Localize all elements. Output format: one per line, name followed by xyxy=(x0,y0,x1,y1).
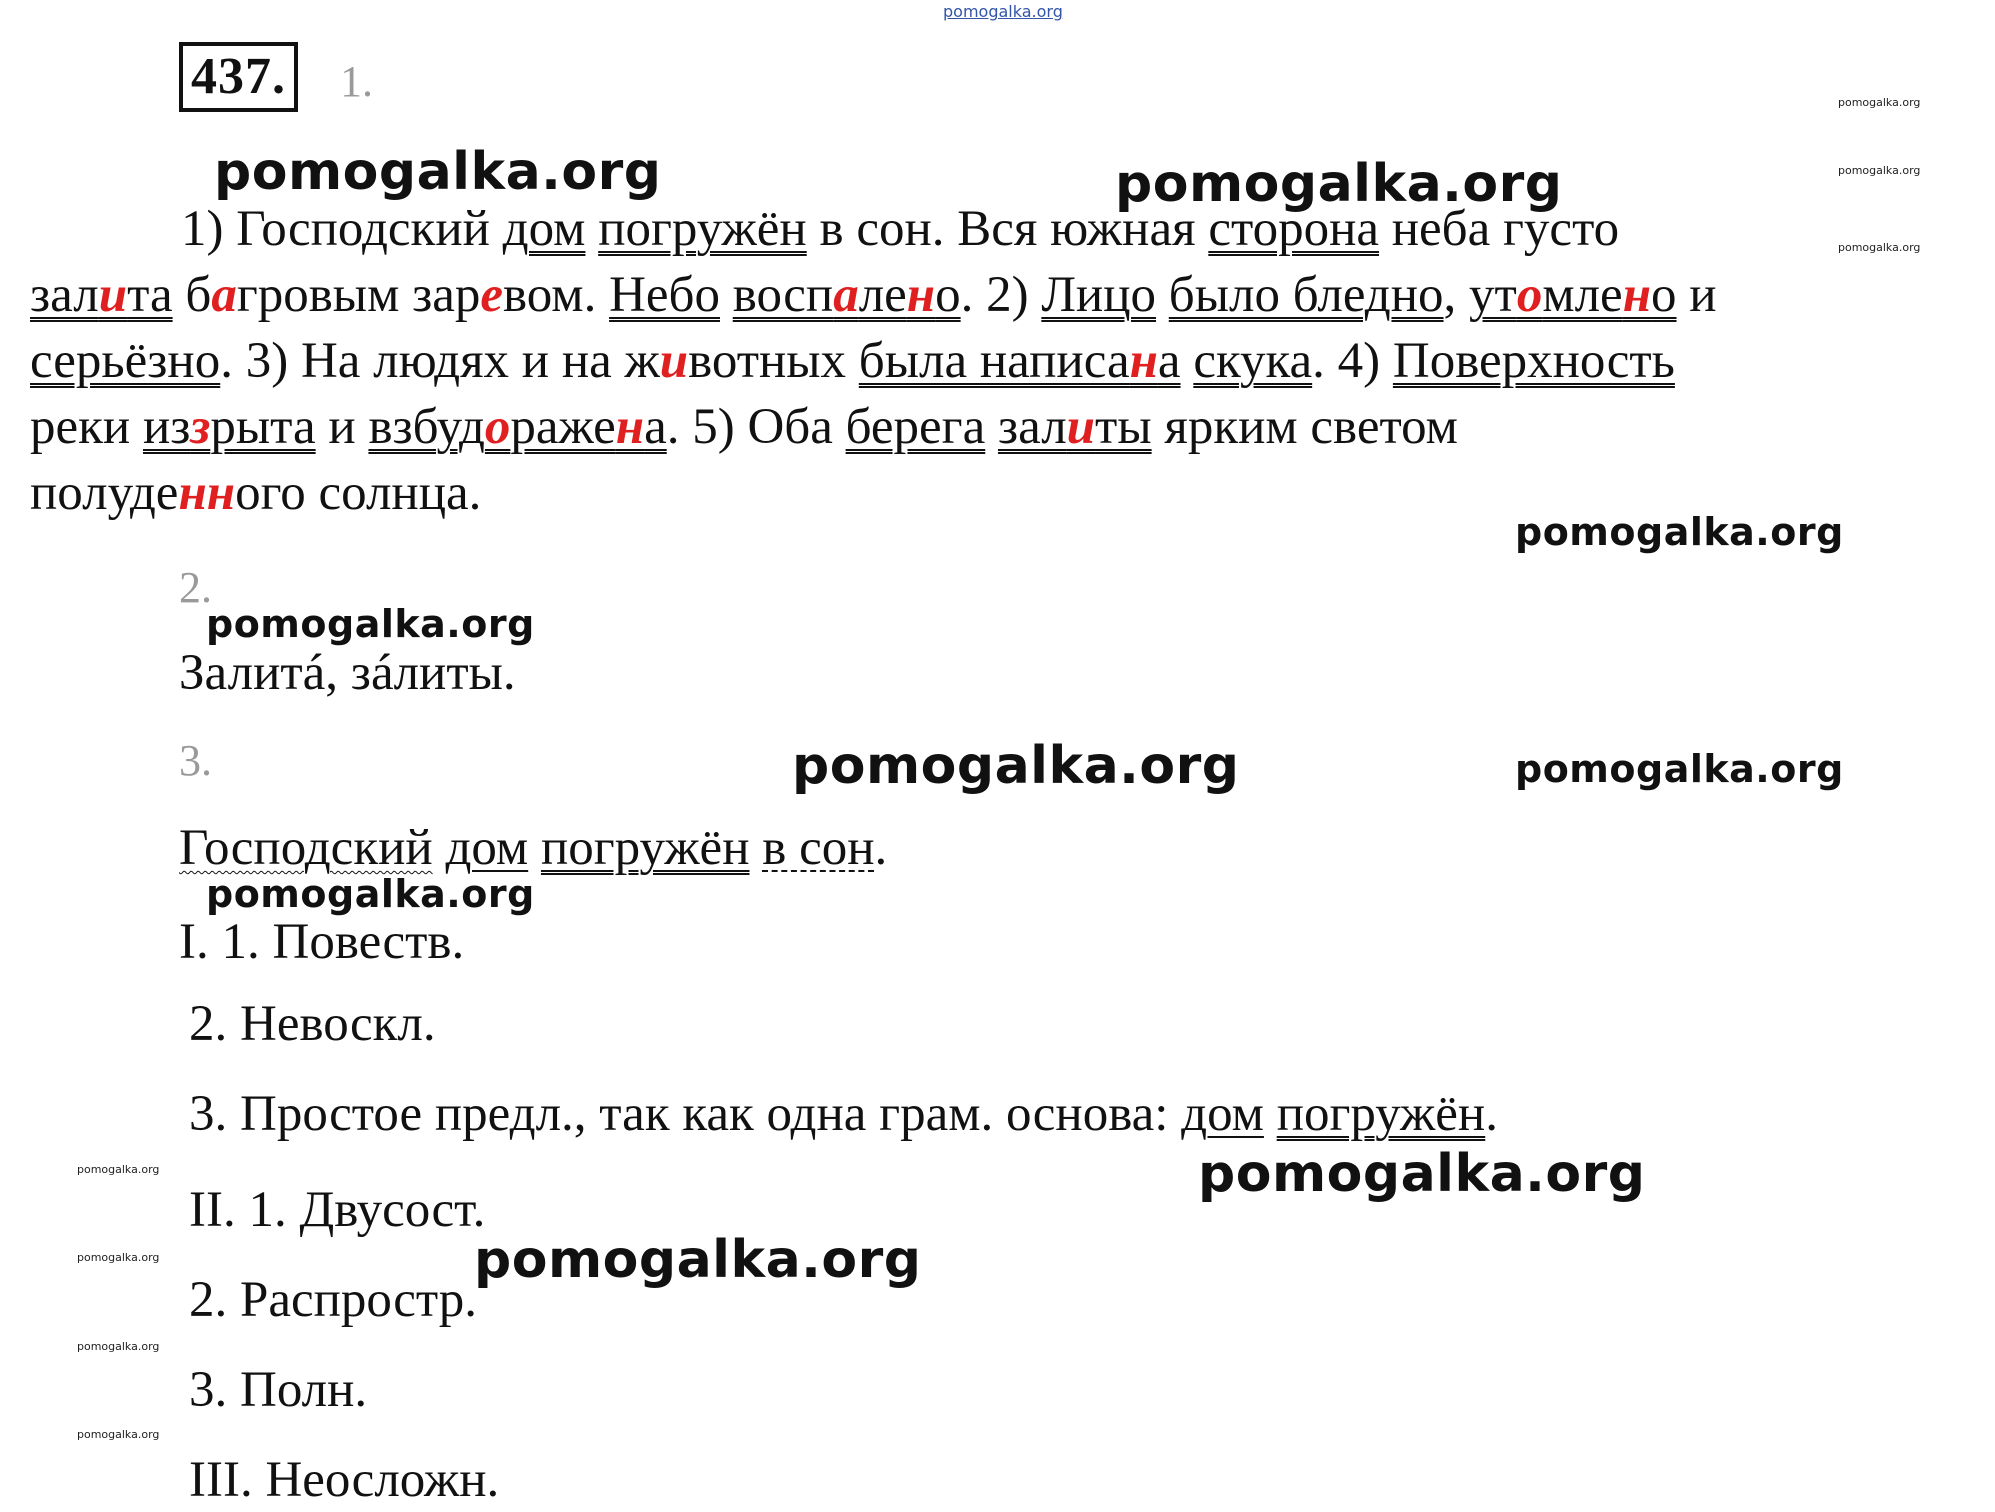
text: о xyxy=(935,267,961,323)
analysis-item: 2. Невоскл. xyxy=(189,996,436,1052)
highlight-letter: е xyxy=(480,267,504,323)
space xyxy=(528,820,541,876)
text: и xyxy=(315,399,369,455)
watermark: pomogalka.org xyxy=(206,872,535,916)
analysis-item: 3. Полн. xyxy=(189,1362,368,1418)
text: взбуд xyxy=(368,399,485,455)
predicate xyxy=(859,333,1181,389)
text: зал xyxy=(997,399,1067,455)
text: а xyxy=(1157,333,1181,389)
text: . 5) Оба xyxy=(666,399,846,455)
subject: дом xyxy=(1181,1086,1264,1142)
text: . xyxy=(1485,1086,1498,1142)
attribute: Господский xyxy=(179,820,433,876)
highlight-letter: н xyxy=(906,267,936,323)
space xyxy=(750,820,763,876)
text: б xyxy=(172,267,212,323)
watermark: pomogalka.org xyxy=(474,1230,922,1290)
watermark: pomogalka.org xyxy=(1115,154,1563,214)
text: . 4) xyxy=(1312,333,1393,389)
exercise-number: 437. xyxy=(179,42,298,112)
part2-text: Залитá, зáлиты. xyxy=(179,645,516,701)
part1-line-3 xyxy=(30,328,1675,394)
subject: дом xyxy=(502,201,586,257)
watermark-top: pomogalka.org xyxy=(943,2,1063,21)
text: восп xyxy=(732,267,834,323)
text: раже xyxy=(510,399,616,455)
part-label-1: 1. xyxy=(340,57,373,106)
text: ут xyxy=(1469,267,1517,323)
highlight-letter: а xyxy=(833,267,859,323)
text: , xyxy=(1443,267,1470,323)
highlight-letter: н xyxy=(1129,333,1158,389)
text: в сон. Вся южная xyxy=(806,201,1209,257)
watermark: pomogalka.org xyxy=(214,142,662,202)
space xyxy=(1264,1086,1277,1142)
analysis-item: III. Неосложн. xyxy=(189,1452,500,1508)
predicate xyxy=(1469,267,1677,323)
space xyxy=(985,399,998,455)
predicate: погружён xyxy=(1276,1086,1486,1142)
text: . 2) xyxy=(960,267,1042,323)
subject: Небо xyxy=(609,267,720,323)
watermark: pomogalka.org xyxy=(1515,510,1844,554)
text: полуде xyxy=(30,465,179,521)
watermark-tiny: pomogalka.org xyxy=(1838,96,1921,109)
text: ярким светом xyxy=(1151,399,1458,455)
subject: Лицо xyxy=(1041,267,1157,323)
subject: дом xyxy=(445,820,529,876)
predicate xyxy=(998,399,1152,455)
predicate: погружён xyxy=(540,820,750,876)
subject: Поверхность xyxy=(1392,333,1675,389)
text: вом. xyxy=(503,267,610,323)
highlight-letter: з xyxy=(190,399,211,455)
predicate xyxy=(368,399,666,455)
text: из xyxy=(142,399,191,455)
space xyxy=(585,201,598,257)
text: 3. Простое предл., так как одна грам. основа: xyxy=(189,1086,1182,1142)
text: вотных xyxy=(688,333,859,389)
part1-line-1 xyxy=(181,196,1619,262)
highlight-letter: о xyxy=(484,399,511,455)
analysis-item: I. 1. Повеств. xyxy=(179,914,465,970)
highlight-letter: и xyxy=(98,267,128,323)
text: ле xyxy=(858,267,907,323)
predicate: серьёзно xyxy=(30,333,221,389)
part3-sentence xyxy=(179,815,887,881)
part1-line-2 xyxy=(30,262,1717,328)
analysis-item: 2. Распростр. xyxy=(189,1272,477,1328)
text: рыта xyxy=(210,399,316,455)
watermark-tiny: pomogalka.org xyxy=(77,1340,160,1353)
space xyxy=(1156,267,1169,323)
text: зал xyxy=(30,267,99,323)
watermark-tiny: pomogalka.org xyxy=(77,1163,160,1176)
subject: берега xyxy=(845,399,986,455)
predicate xyxy=(30,267,173,323)
highlight-letter: н xyxy=(1622,267,1652,323)
text: а xyxy=(644,399,667,455)
watermark-tiny: pomogalka.org xyxy=(1838,241,1921,254)
predicate xyxy=(143,399,316,455)
adverbial: в сон xyxy=(762,820,875,876)
text: . xyxy=(874,820,888,876)
watermark: pomogalka.org xyxy=(1515,747,1844,791)
highlight-letter: и xyxy=(659,333,689,389)
text: неба густо xyxy=(1379,201,1620,257)
watermark-tiny: pomogalka.org xyxy=(77,1251,160,1264)
text: реки xyxy=(30,399,143,455)
watermark: pomogalka.org xyxy=(206,602,535,646)
highlight-letter: н xyxy=(615,399,645,455)
watermark: pomogalka.org xyxy=(1198,1144,1646,1204)
highlight-letter: а xyxy=(211,267,237,323)
text: мле xyxy=(1542,267,1623,323)
text: ого солнца. xyxy=(235,465,482,521)
space xyxy=(1181,333,1194,389)
text: была написа xyxy=(858,333,1130,389)
text: ты xyxy=(1095,399,1152,455)
subject: скука xyxy=(1193,333,1313,389)
space xyxy=(720,267,733,323)
predicate: погружён xyxy=(598,201,807,257)
highlight-letter: о xyxy=(1516,267,1543,323)
watermark-tiny: pomogalka.org xyxy=(77,1428,160,1441)
predicate: было бледно xyxy=(1168,267,1444,323)
text: гровым зар xyxy=(236,267,481,323)
subject: сторона xyxy=(1208,201,1379,257)
predicate xyxy=(733,267,961,323)
analysis-item xyxy=(189,1084,1498,1144)
part-label-3: 3. xyxy=(179,736,212,785)
text: о xyxy=(1651,267,1677,323)
watermark: pomogalka.org xyxy=(792,736,1240,796)
space xyxy=(433,820,446,876)
text: . 3) На людях и на ж xyxy=(220,333,660,389)
highlight-letter: нн xyxy=(178,465,236,521)
analysis-item: II. 1. Двусост. xyxy=(189,1182,486,1238)
part1-line-5 xyxy=(30,460,481,526)
text: та xyxy=(127,267,173,323)
text: и xyxy=(1676,267,1717,323)
text: 1) Господский xyxy=(181,201,503,257)
highlight-letter: и xyxy=(1066,399,1096,455)
part1-line-4 xyxy=(30,394,1458,460)
part-label-2: 2. xyxy=(179,563,212,612)
watermark-tiny: pomogalka.org xyxy=(1838,164,1921,177)
